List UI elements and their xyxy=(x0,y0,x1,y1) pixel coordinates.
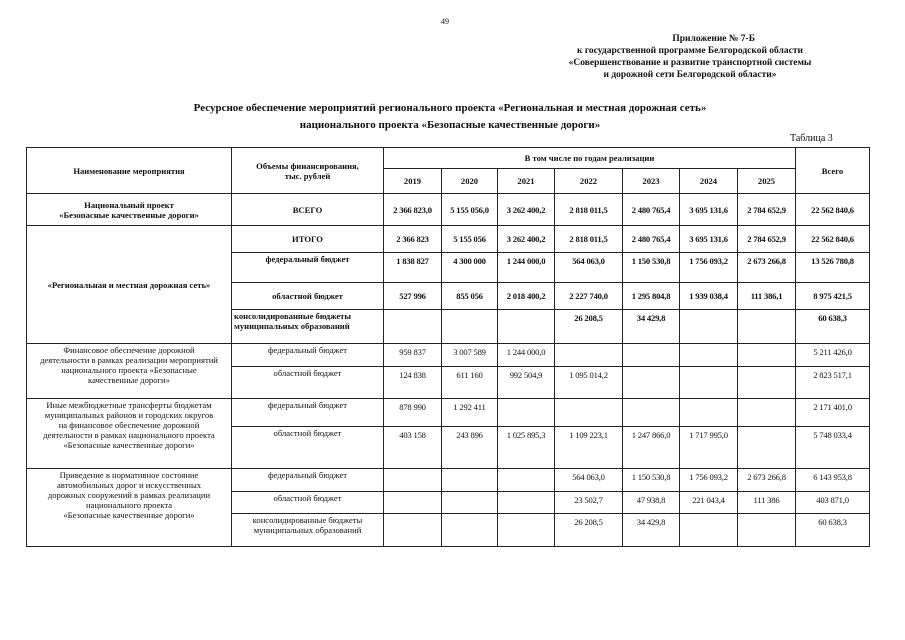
value-cell xyxy=(623,367,680,399)
row-name-line: «Безопасные качественные дороги» xyxy=(63,440,195,450)
total-cell: 8 975 421,5 xyxy=(796,283,870,310)
value-cell xyxy=(738,399,796,427)
header-year: 2019 xyxy=(384,169,442,194)
header-volume xyxy=(232,148,384,194)
value-cell: 2 818 011,5 xyxy=(555,194,623,226)
row-name-line: «Безопасные качественные дороги» xyxy=(63,510,195,520)
value-cell: 243 896 xyxy=(442,427,498,469)
value-cell xyxy=(555,399,623,427)
row-name-line: Иные межбюджетные трансферты бюджетам xyxy=(46,400,212,410)
value-cell: 1 292 411 xyxy=(442,399,498,427)
header-year: 2020 xyxy=(442,169,498,194)
total-cell: 6 143 953,8 xyxy=(796,469,870,492)
total-cell: 2 823 517,1 xyxy=(796,367,870,399)
row-name-line: на финансовое обеспечение дорожной xyxy=(58,420,200,430)
total-cell: 5 211 426,0 xyxy=(796,344,870,367)
value-cell: 26 208,5 xyxy=(555,310,623,344)
value-cell: 1 244 000,0 xyxy=(498,344,555,367)
total-cell: 22 562 840,6 xyxy=(796,226,870,253)
table-row xyxy=(27,399,870,427)
value-cell: 1 150 530,8 xyxy=(623,469,680,492)
value-cell: 2 818 011,5 xyxy=(555,226,623,253)
value-cell: 1 025 895,3 xyxy=(498,427,555,469)
value-cell: 3 262 400,2 xyxy=(498,194,555,226)
value-cell xyxy=(680,344,738,367)
value-cell: 2 366 823 xyxy=(384,226,442,253)
row-type: областной бюджет xyxy=(232,367,384,399)
row-type xyxy=(232,310,384,344)
table-row xyxy=(27,194,870,226)
row-type-line: консолидированные бюджеты xyxy=(234,311,352,321)
value-cell xyxy=(498,514,555,547)
header-name: Наименование мероприятия xyxy=(27,148,232,194)
header-row-1 xyxy=(27,148,870,169)
header-year: 2021 xyxy=(498,169,555,194)
row-type: федеральный бюджет xyxy=(232,344,384,367)
value-cell: 1 295 804,8 xyxy=(623,283,680,310)
row-name-line: качественные дороги» xyxy=(88,375,170,385)
value-cell: 34 429,8 xyxy=(623,514,680,547)
value-cell xyxy=(384,469,442,492)
value-cell: 564 063,0 xyxy=(555,253,623,283)
value-cell: 2 784 652,9 xyxy=(738,194,796,226)
header-years-group: В том числе по годам реализации xyxy=(384,148,796,169)
row-type: областной бюджет xyxy=(232,283,384,310)
header-year: 2025 xyxy=(738,169,796,194)
value-cell: 1 244 000,0 xyxy=(498,253,555,283)
row-type: федеральный бюджет xyxy=(232,469,384,492)
value-cell: 2 480 765,4 xyxy=(623,194,680,226)
value-cell: 1 756 093,2 xyxy=(680,253,738,283)
table-row xyxy=(27,226,870,253)
row-type: областной бюджет xyxy=(232,492,384,514)
header-volume-line-1: Объемы финансирования, xyxy=(256,160,359,171)
value-cell xyxy=(555,344,623,367)
row-type: федеральный бюджет xyxy=(232,253,384,283)
value-cell xyxy=(384,310,442,344)
total-cell: 2 171 401,0 xyxy=(796,399,870,427)
row-name xyxy=(27,226,232,344)
value-cell xyxy=(442,492,498,514)
row-name-line: «Региональная и местная дорожная сеть» xyxy=(47,279,211,290)
value-cell: 564 063,0 xyxy=(555,469,623,492)
row-type-line: муниципальных образований xyxy=(234,321,350,331)
value-cell: 1 109 223,1 xyxy=(555,427,623,469)
value-cell: 47 938,8 xyxy=(623,492,680,514)
row-name-line: «Безопасные качественные дороги» xyxy=(59,209,199,220)
value-cell: 221 043,4 xyxy=(680,492,738,514)
row-name-line: деятельности в рамках национального проекта xyxy=(43,430,215,440)
value-cell: 34 429,8 xyxy=(623,310,680,344)
total-cell: 13 526 780,8 xyxy=(796,253,870,283)
row-name-line: Финансовое обеспечение дорожной xyxy=(63,345,195,355)
document-title xyxy=(120,100,780,134)
row-name-line: Национальный проект xyxy=(84,199,174,210)
value-cell: 878 990 xyxy=(384,399,442,427)
value-cell xyxy=(738,514,796,547)
value-cell: 3 695 131,6 xyxy=(680,194,738,226)
table-row xyxy=(27,469,870,492)
row-type: областной бюджет xyxy=(232,427,384,469)
resource-table xyxy=(26,147,870,547)
value-cell: 5 155 056,0 xyxy=(442,194,498,226)
value-cell: 527 996 xyxy=(384,283,442,310)
value-cell: 855 056 xyxy=(442,283,498,310)
value-cell: 111 386 xyxy=(738,492,796,514)
value-cell: 2 673 266,8 xyxy=(738,469,796,492)
value-cell xyxy=(498,469,555,492)
value-cell xyxy=(498,399,555,427)
value-cell: 2 784 652,9 xyxy=(738,226,796,253)
row-name-line: национального проекта xyxy=(85,500,173,510)
value-cell xyxy=(680,310,738,344)
header-year: 2023 xyxy=(623,169,680,194)
value-cell: 959 837 xyxy=(384,344,442,367)
value-cell xyxy=(442,310,498,344)
header-volume-line-2: тыс. рублей xyxy=(284,170,331,181)
value-cell: 5 155 056 xyxy=(442,226,498,253)
total-cell: 5 748 033,4 xyxy=(796,427,870,469)
value-cell: 2 480 765,4 xyxy=(623,226,680,253)
total-cell: 403 871,0 xyxy=(796,492,870,514)
row-type xyxy=(232,514,384,547)
value-cell: 403 158 xyxy=(384,427,442,469)
value-cell: 1 939 038,4 xyxy=(680,283,738,310)
value-cell: 611 160 xyxy=(442,367,498,399)
table-label: Таблица 3 xyxy=(790,133,833,144)
value-cell xyxy=(623,399,680,427)
appendix-line-1: Приложение № 7-Б xyxy=(672,34,755,44)
value-cell: 111 386,1 xyxy=(738,283,796,310)
row-name-line: автомобильных дорог и искусственных xyxy=(56,480,202,490)
value-cell: 124 838 xyxy=(384,367,442,399)
value-cell xyxy=(738,310,796,344)
row-name-line: деятельности в рамках реализации мероприятий xyxy=(40,355,218,365)
value-cell xyxy=(738,367,796,399)
row-name-line: муниципальных районов и городских округов xyxy=(44,410,214,420)
value-cell xyxy=(738,344,796,367)
value-cell xyxy=(623,344,680,367)
row-type-line: муниципальных образований xyxy=(253,525,362,535)
row-name-line: национального проекта «Безопасные xyxy=(61,365,197,375)
total-cell: 60 638,3 xyxy=(796,310,870,344)
value-cell: 1 756 093,2 xyxy=(680,469,738,492)
header-year: 2024 xyxy=(680,169,738,194)
value-cell: 3 695 131,6 xyxy=(680,226,738,253)
page-number: 49 xyxy=(441,17,449,26)
header-year: 2022 xyxy=(555,169,623,194)
row-name xyxy=(27,469,232,547)
row-type-line: консолидированные бюджеты xyxy=(252,515,363,525)
value-cell xyxy=(498,310,555,344)
value-cell xyxy=(680,399,738,427)
value-cell: 3 007 589 xyxy=(442,344,498,367)
value-cell: 1 150 530,8 xyxy=(623,253,680,283)
appendix-line-4: и дорожной сети Белгородской области» xyxy=(603,70,777,80)
appendix-line-3: «Совершенствование и развитие транспортной системы xyxy=(568,58,812,68)
value-cell: 1 095 014,2 xyxy=(555,367,623,399)
row-name-line: Приведение в нормативное состояние xyxy=(59,470,199,480)
value-cell: 23 502,7 xyxy=(555,492,623,514)
value-cell: 992 504,9 xyxy=(498,367,555,399)
value-cell: 1 717 995,0 xyxy=(680,427,738,469)
appendix-line-2: к государственной программе Белгородской области xyxy=(576,46,803,56)
header-total: Всего xyxy=(796,148,870,194)
total-cell: 60 638,3 xyxy=(796,514,870,547)
row-type: федеральный бюджет xyxy=(232,399,384,427)
value-cell: 3 262 400,2 xyxy=(498,226,555,253)
appendix-header xyxy=(530,33,850,81)
total-cell: 22 562 840,6 xyxy=(796,194,870,226)
value-cell: 2 673 266,8 xyxy=(738,253,796,283)
row-name xyxy=(27,344,232,399)
value-cell: 26 208,5 xyxy=(555,514,623,547)
title-line-1: Ресурсное обеспечение мероприятий регионального проекта «Региональная и местная дорожная сеть» xyxy=(193,102,707,114)
value-cell: 4 300 000 xyxy=(442,253,498,283)
row-type: ИТОГО xyxy=(232,226,384,253)
value-cell: 2 227 740,0 xyxy=(555,283,623,310)
row-name-line: дорожных сооружений в рамках реализации xyxy=(47,490,211,500)
value-cell xyxy=(680,367,738,399)
value-cell: 1 247 866,0 xyxy=(623,427,680,469)
value-cell xyxy=(680,514,738,547)
value-cell: 2 018 400,2 xyxy=(498,283,555,310)
row-type: ВСЕГО xyxy=(232,194,384,226)
value-cell xyxy=(498,492,555,514)
value-cell xyxy=(442,469,498,492)
title-line-2: национального проекта «Безопасные качественные дороги» xyxy=(299,119,601,131)
row-name xyxy=(27,399,232,469)
row-name xyxy=(27,194,232,226)
value-cell xyxy=(442,514,498,547)
table-row xyxy=(27,344,870,367)
value-cell: 2 366 823,0 xyxy=(384,194,442,226)
value-cell xyxy=(384,514,442,547)
value-cell: 1 838 827 xyxy=(384,253,442,283)
value-cell xyxy=(738,427,796,469)
value-cell xyxy=(384,492,442,514)
